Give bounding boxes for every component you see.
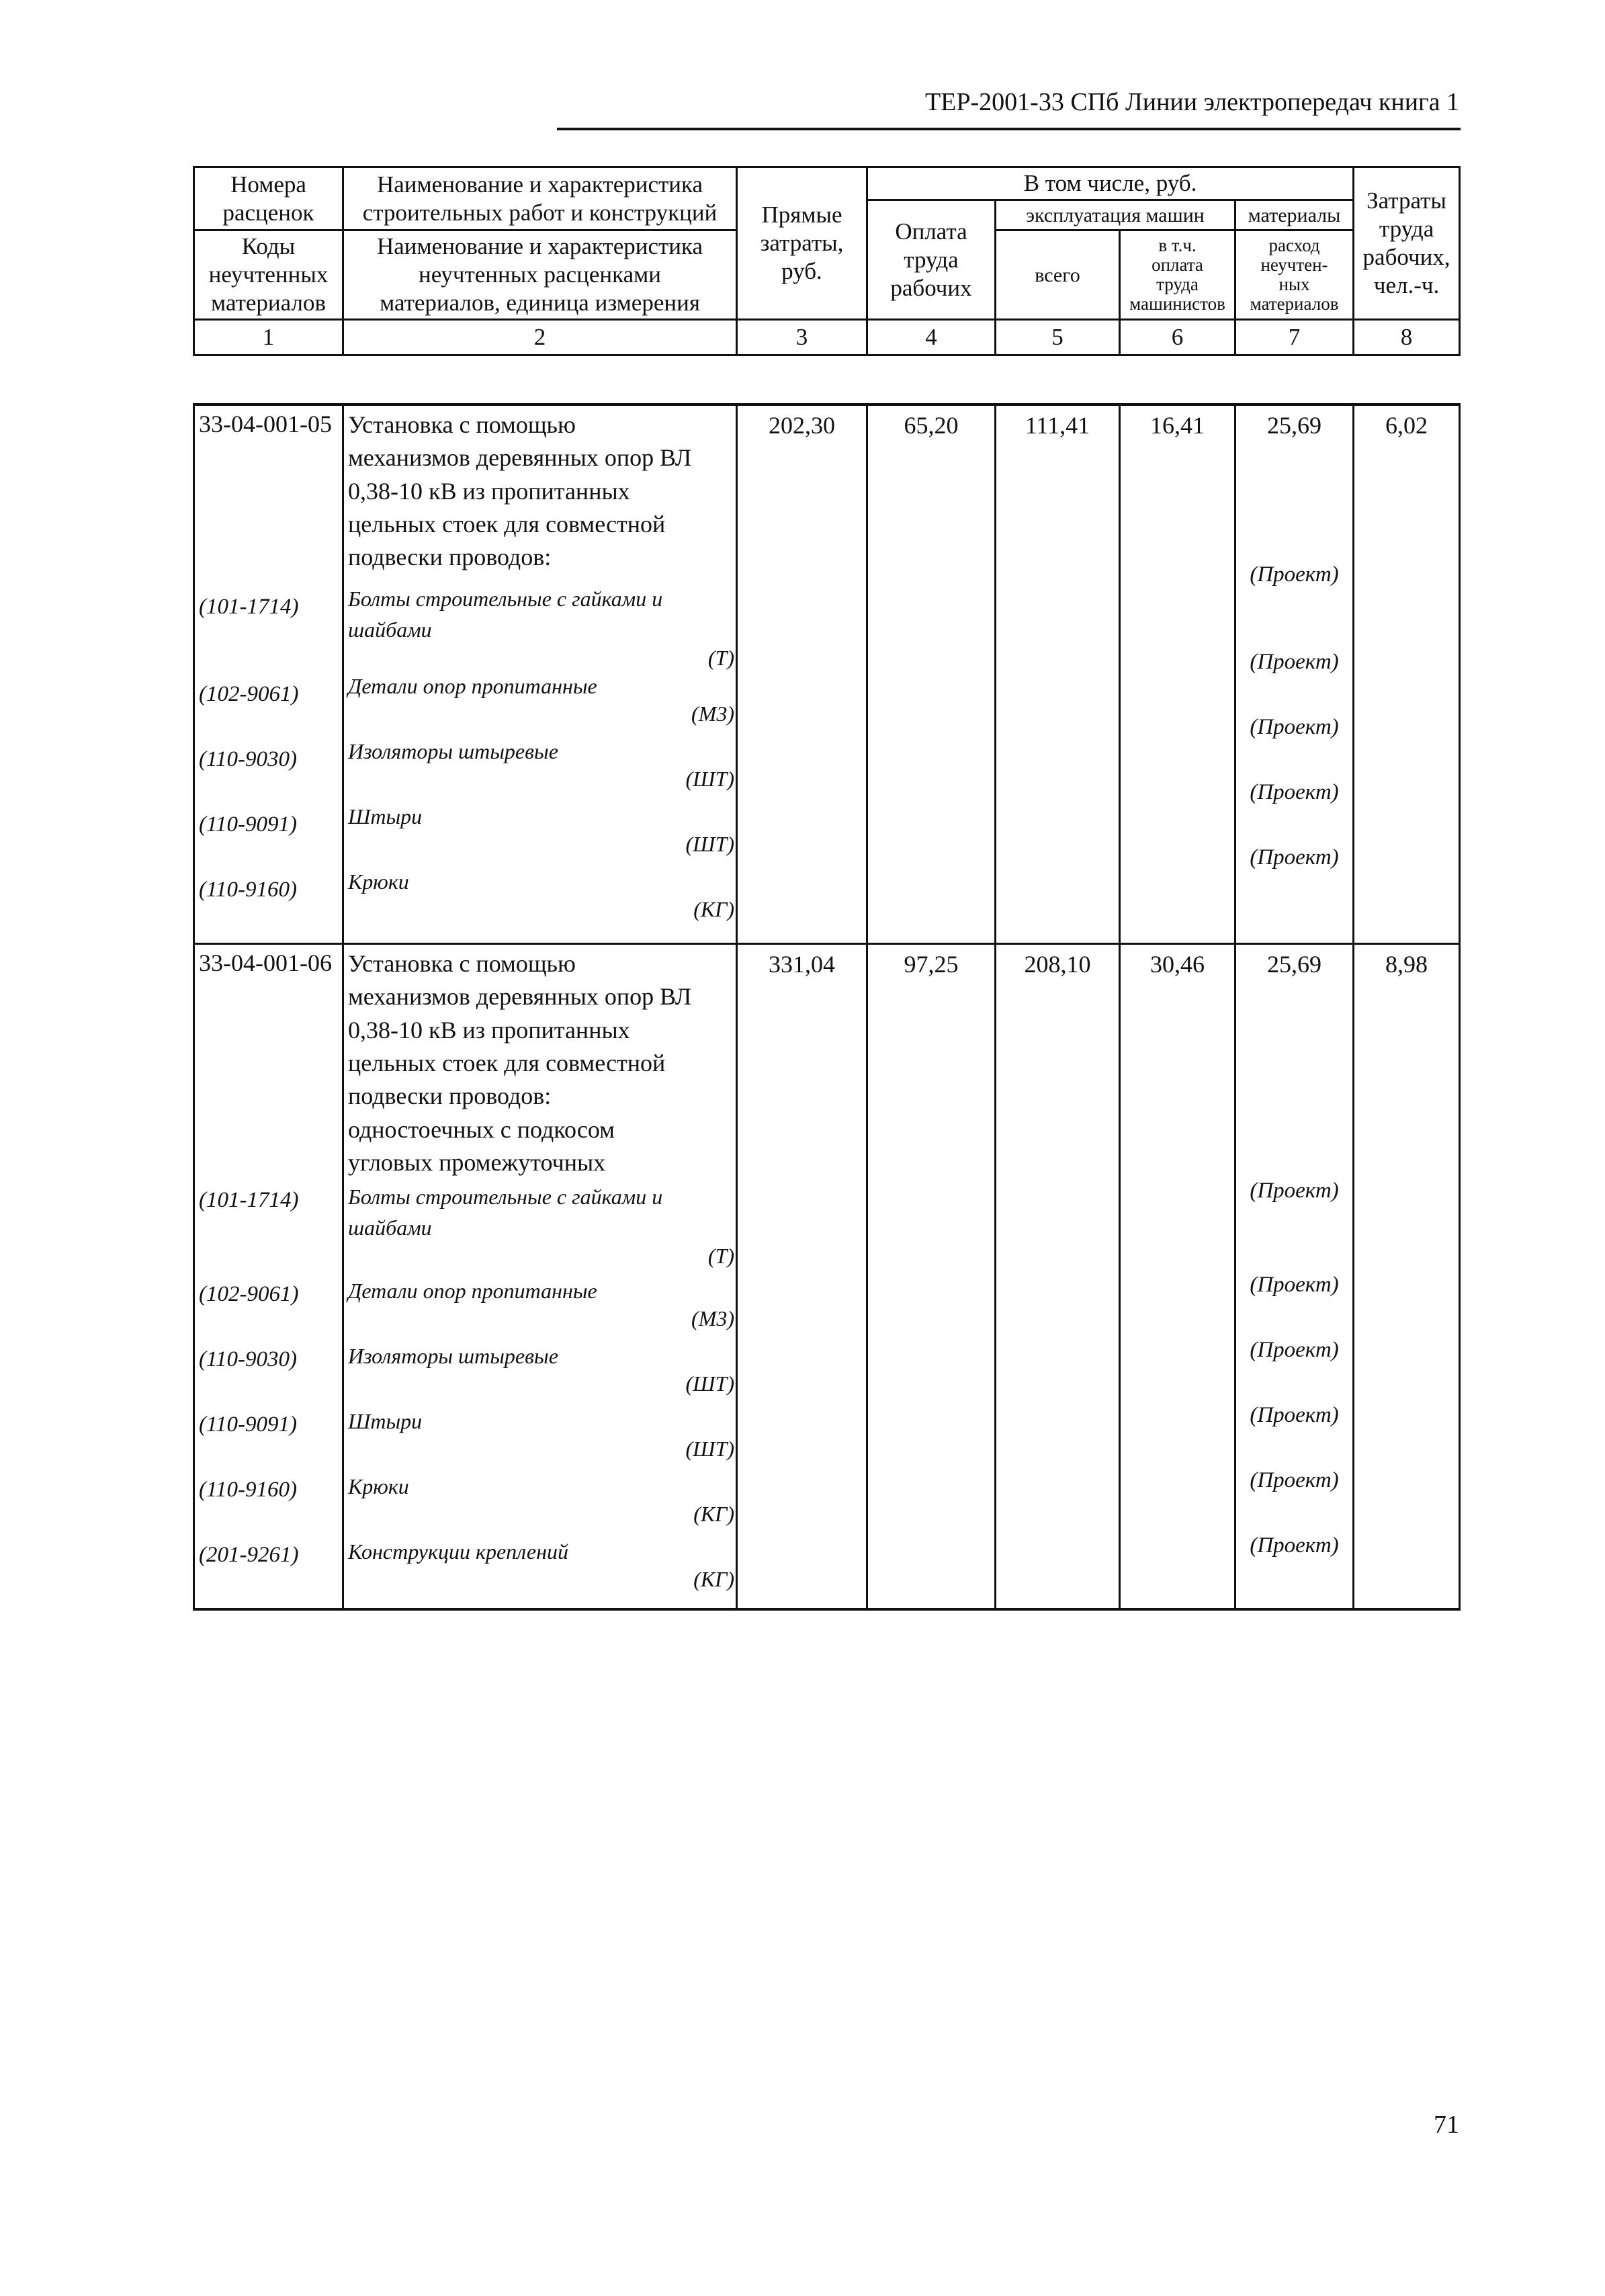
rate-code: 33-04-001-05 (199, 411, 332, 437)
machinists-value: 30,46 (1150, 951, 1205, 978)
col-header-machines-total: всего (996, 230, 1120, 320)
material-code: (102-9061) (199, 1282, 299, 1306)
work-description: Установка с помощью механизмов деревянных опор ВЛ 0,38-10 кВ из пропитанных цельных стоек для совместной подвески проводов: одностоечных с подкосом угловых промежуточных (348, 950, 692, 1176)
material-item: Крюки (КГ) (348, 1474, 734, 1527)
material-item: Изоляторы штыревые (ШТ) (348, 1344, 734, 1396)
machines-total-value: 208,10 (1024, 951, 1091, 978)
wages-value: 65,20 (904, 412, 959, 439)
direct-costs-value: 202,30 (769, 412, 835, 439)
material-note: (Проект) (1250, 1338, 1339, 1362)
col-header-direct-costs: Прямые затраты, руб. (737, 167, 867, 320)
material-code: (110-9160) (199, 878, 298, 902)
material-note: (Проект) (1250, 780, 1339, 804)
col-header-unaccounted-materials: расход неучтен- ных материалов (1235, 230, 1354, 320)
col-number: 4 (867, 320, 996, 355)
col-header-rate-numbers: Номера расценок (194, 167, 343, 230)
col-number: 7 (1235, 320, 1354, 355)
material-note: (Проект) (1250, 1403, 1339, 1427)
col-header-materials: материалы (1235, 200, 1354, 230)
col-number: 2 (343, 320, 737, 355)
material-item: Болты строительные с гайками и шайбами (Т) (348, 1185, 734, 1268)
col-number: 3 (737, 320, 867, 355)
material-code: (110-9091) (199, 812, 298, 837)
work-description: Установка с помощью механизмов деревянных опор ВЛ 0,38-10 кВ из пропитанных цельных стоек для совместной подвески проводов: (348, 411, 692, 571)
materials-value: 25,69 (1267, 412, 1321, 439)
material-item: Детали опор пропитанные (М3) (348, 674, 734, 726)
rate-code: 33-04-001-06 (199, 949, 332, 976)
table-row (194, 944, 1460, 1610)
material-code: (201-9261) (199, 1543, 299, 1567)
material-note: (Проект) (1250, 1533, 1339, 1558)
labor-value: 8,98 (1385, 951, 1428, 978)
col-number: 5 (996, 320, 1120, 355)
material-code: (110-9030) (199, 747, 298, 771)
material-code: (110-9030) (199, 1347, 298, 1371)
col-header-labor-costs: Затраты труда рабочих, чел.-ч. (1354, 167, 1460, 320)
material-item: Болты строительные с гайками и шайбами (Т) (348, 587, 734, 670)
material-item: Конструкции креплений (КГ) (348, 1539, 734, 1592)
machinists-value: 16,41 (1150, 412, 1205, 439)
material-code: (101-1714) (199, 595, 299, 619)
materials-value: 25,69 (1267, 951, 1321, 978)
col-header-work-name: Наименование и характеристика строительных работ и конструкций (343, 167, 737, 230)
material-note: (Проект) (1250, 1179, 1339, 1203)
col-header-machines: эксплуатация машин (996, 200, 1235, 230)
col-header-material-names: Наименование и характеристика неучтенных расценками материалов, единица измерения (343, 230, 737, 320)
material-code: (102-9061) (199, 682, 299, 706)
material-code: (110-9091) (199, 1412, 298, 1437)
material-item: Детали опор пропитанные (М3) (348, 1279, 734, 1331)
col-number: 6 (1120, 320, 1235, 355)
header-rule (557, 128, 1461, 130)
machines-total-value: 111,41 (1025, 412, 1090, 439)
col-header-material-codes: Коды неучтенных материалов (194, 230, 343, 320)
col-header-machinists: в т.ч. оплата труда машинистов (1120, 230, 1235, 320)
rates-table (193, 403, 1461, 1611)
material-note: (Проект) (1250, 715, 1339, 739)
material-item: Крюки (КГ) (348, 869, 734, 922)
col-header-group: В том числе, руб. (867, 167, 1354, 200)
document-title: ТЕР-2001-33 СПб Линии электропередач книга 1 (924, 88, 1459, 116)
table-row (194, 405, 1460, 944)
material-note: (Проект) (1250, 845, 1339, 869)
material-item: Штыри (ШТ) (348, 1409, 734, 1461)
table-header (193, 166, 1461, 356)
col-number: 1 (194, 320, 343, 355)
col-header-wages: Оплата труда рабочих (867, 200, 996, 320)
labor-value: 6,02 (1385, 412, 1428, 439)
wages-value: 97,25 (904, 951, 959, 978)
material-item: Штыри (ШТ) (348, 804, 734, 857)
col-number: 8 (1354, 320, 1460, 355)
material-note: (Проект) (1250, 1273, 1339, 1297)
material-code: (110-9160) (199, 1478, 298, 1502)
page-number: 71 (1434, 2111, 1459, 2139)
material-item: Изоляторы штыревые (ШТ) (348, 739, 734, 792)
material-code: (101-1714) (199, 1188, 299, 1212)
material-note: (Проект) (1250, 1468, 1339, 1492)
material-note: (Проект) (1250, 562, 1339, 587)
material-note: (Проект) (1250, 650, 1339, 674)
direct-costs-value: 331,04 (769, 951, 835, 978)
